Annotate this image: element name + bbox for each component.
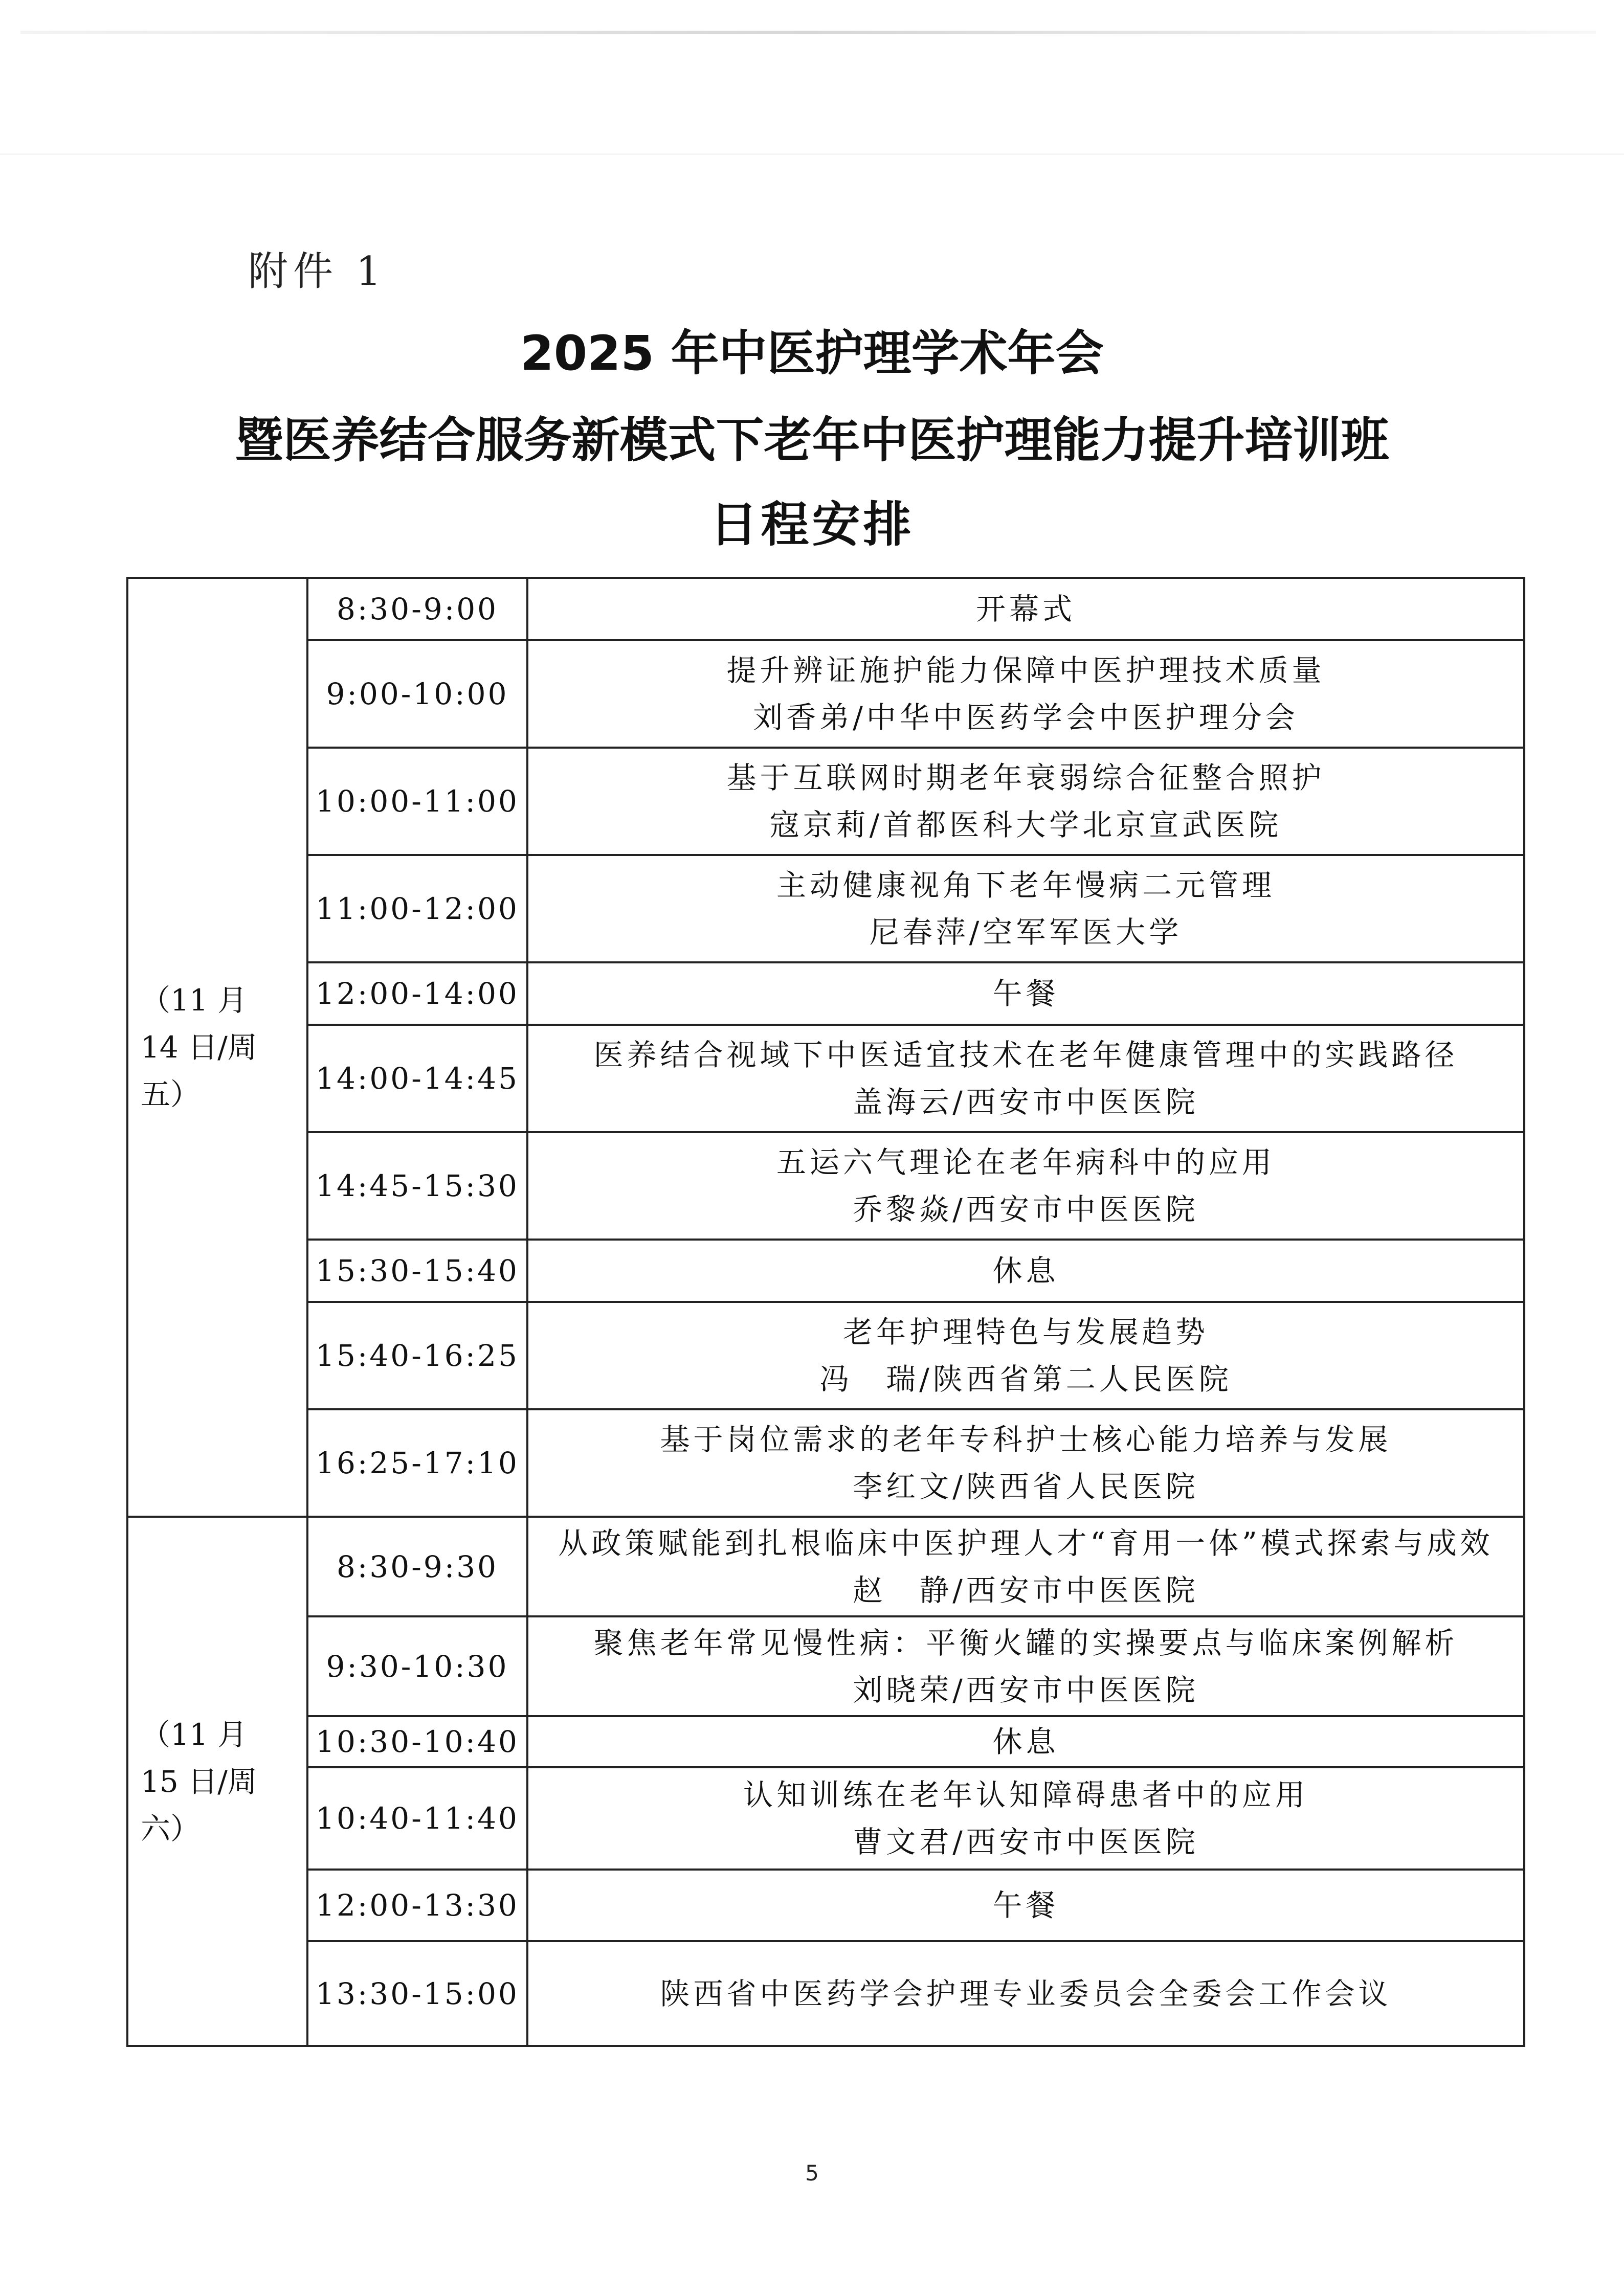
time-cell: 12:00-13:30 [307, 1870, 527, 1941]
session-title: 开幕式 [975, 592, 1076, 626]
content-cell [527, 640, 1524, 748]
session-title: 聚焦老年常见慢性病：平衡火罐的实操要点与临床案例解析 [593, 1625, 1458, 1660]
session-title: 主动健康视角下老年慢病二元管理 [776, 868, 1275, 903]
document-title-line-2: 暨医养结合服务新模式下老年中医护理能力提升培训班 [235, 413, 1389, 468]
session-speaker: 曹文君/西安市中医医院 [853, 1825, 1199, 1859]
content-cell [527, 578, 1524, 640]
content-cell [527, 1941, 1524, 2046]
content-cell [527, 962, 1524, 1025]
time-cell: 15:30-15:40 [307, 1240, 527, 1302]
content-cell [527, 1716, 1524, 1767]
session-title: 基于互联网时期老年衰弱综合征整合照护 [726, 760, 1325, 795]
attachment-label: 附件 1 [248, 249, 387, 295]
document-title-line-3: 日程安排 [709, 497, 915, 553]
session-title: 休息 [992, 1724, 1059, 1759]
content-cell [527, 1517, 1524, 1616]
table-row [127, 1302, 1524, 1409]
page-number: 5 [805, 2160, 819, 2186]
time-cell: 9:00-10:00 [307, 640, 527, 748]
content-cell [527, 1616, 1524, 1716]
time-cell: 12:00-14:00 [307, 962, 527, 1025]
time-cell: 10:40-11:40 [307, 1767, 527, 1870]
session-title: 认知训练在老年认知障碍患者中的应用 [743, 1777, 1308, 1812]
session-title: 午餐 [992, 976, 1059, 1011]
time-cell: 10:30-10:40 [307, 1716, 527, 1767]
time-cell: 14:45-15:30 [307, 1132, 527, 1240]
table-row [127, 1517, 1524, 1616]
session-title: 休息 [992, 1253, 1059, 1288]
content-cell [527, 855, 1524, 962]
session-speaker: 赵 静/西安市中医医院 [853, 1572, 1199, 1608]
time-cell: 8:30-9:30 [307, 1517, 527, 1616]
schedule-table [126, 577, 1525, 2047]
session-speaker: 尼春萍/空军军医大学 [869, 915, 1183, 950]
day-cell-1 [127, 578, 307, 1517]
content-cell [527, 1302, 1524, 1409]
table-row [127, 640, 1524, 748]
session-speaker: 乔黎焱/西安市中医医院 [853, 1192, 1199, 1227]
content-cell [527, 1025, 1524, 1132]
session-title: 陕西省中医药学会护理专业委员会全委会工作会议 [660, 1976, 1392, 2011]
table-row [127, 1716, 1524, 1767]
session-speaker: 刘香弟/中华中医药学会中医护理分会 [753, 700, 1299, 735]
session-title: 午餐 [992, 1888, 1059, 1923]
session-title: 基于岗位需求的老年专科护士核心能力培养与发展 [660, 1422, 1392, 1457]
time-cell: 9:30-10:30 [307, 1616, 527, 1716]
time-cell: 8:30-9:00 [307, 578, 527, 640]
table-row [127, 1941, 1524, 2046]
session-title: 提升辨证施护能力保障中医护理技术质量 [726, 653, 1325, 688]
session-speaker: 盖海云/西安市中医医院 [853, 1085, 1199, 1119]
content-cell [527, 1870, 1524, 1941]
table-row [127, 1616, 1524, 1716]
time-cell: 10:00-11:00 [307, 748, 527, 855]
content-cell [527, 1409, 1524, 1517]
time-cell: 15:40-16:25 [307, 1302, 527, 1409]
day-label: （11 月 15 日/周六） [141, 1717, 257, 1846]
scan-artifact-line [0, 153, 1624, 155]
content-cell [527, 1132, 1524, 1240]
session-title: 医养结合视域下中医适宜技术在老年健康管理中的实践路径 [593, 1038, 1458, 1072]
table-row [127, 1025, 1524, 1132]
session-speaker: 寇京莉/首都医科大学北京宣武医院 [769, 807, 1282, 842]
table-row [127, 1767, 1524, 1870]
content-cell [527, 748, 1524, 855]
session-speaker: 冯 瑞/陕西省第二人民医院 [819, 1362, 1232, 1397]
content-cell [527, 1767, 1524, 1870]
scan-artifact-top [20, 31, 1596, 34]
session-title: 老年护理特色与发展趋势 [842, 1315, 1209, 1349]
session-title: 从政策赋能到扎根临床中医护理人才“育用一体”模式探索与成效 [558, 1525, 1494, 1561]
time-cell: 14:00-14:45 [307, 1025, 527, 1132]
session-title: 五运六气理论在老年病科中的应用 [776, 1145, 1275, 1180]
session-speaker: 李红文/陕西省人民医院 [853, 1469, 1199, 1504]
table-row [127, 1132, 1524, 1240]
table-row [127, 748, 1524, 855]
time-cell: 13:30-15:00 [307, 1941, 527, 2046]
table-row [127, 962, 1524, 1025]
table-row [127, 855, 1524, 962]
table-row [127, 1240, 1524, 1302]
session-speaker: 刘晓荣/西安市中医医院 [853, 1672, 1199, 1707]
day-label: （11 月 14 日/周五） [141, 983, 257, 1112]
time-cell: 16:25-17:10 [307, 1409, 527, 1517]
table-row [127, 1870, 1524, 1941]
day-cell-2 [127, 1517, 307, 2046]
table-row [127, 578, 1524, 640]
time-cell: 11:00-12:00 [307, 855, 527, 962]
table-row [127, 1409, 1524, 1517]
document-title-line-1: 2025 年中医护理学术年会 [520, 326, 1104, 381]
content-cell [527, 1240, 1524, 1302]
